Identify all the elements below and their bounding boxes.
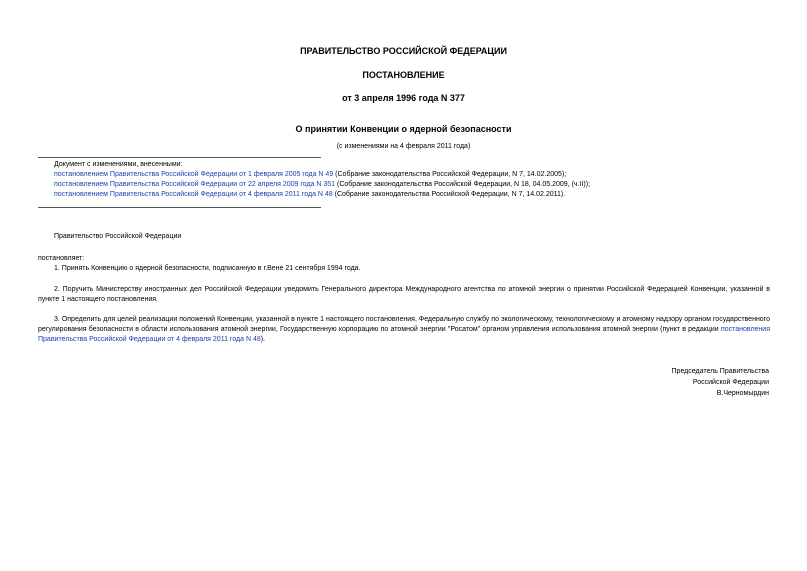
amendment-link[interactable]: постановлением Правительства Российской Федерации от 4 февраля 2011 года N 48: [54, 191, 333, 198]
paragraph-3-tail: ).: [260, 336, 266, 343]
amendment-item: [54, 190, 590, 200]
signature-name: В.Черномырдин: [716, 390, 769, 397]
amendment-source: (Собрание законодательства Российской Федерации, N 7, 14.02.2005);: [333, 171, 567, 178]
paragraph-3-text: 3. Определить для целей реализации положений Конвенции, указанной в пункте 1 настоящего постановления, Федеральную службу по экологическому, технологическому и атомному надзору органом государственного регулирования безопасности в области использования атомной энергии, Государственную корпорацию по атомной энергии "Росатом" органом управления использования атомной энергии (пункт в редакции: [38, 316, 770, 333]
document-date-number: от 3 апреля 1996 года N 377: [342, 93, 465, 103]
paragraph-1: 1. Принять Конвенцию о ядерной безопасности, подписанную в г.Вене 21 сентября 1994 года.: [54, 265, 361, 272]
issuer: Правительство Российской Федерации: [54, 233, 182, 240]
signature-position: Председатель Правительства: [671, 368, 769, 375]
amendment-item: [54, 180, 590, 190]
amendment-item: [54, 170, 590, 180]
paragraph-2: 2. Поручить Министерству иностранных дел Российской Федерации уведомить Генерального директора Международного агентства по атомной энергии о принятии Российской Федерацией Конвенции, указанной в пункте 1 настоящего постановления.: [38, 286, 770, 303]
amendments-intro: Документ с изменениями, внесенными:: [54, 161, 183, 168]
amendment-link[interactable]: постановлением Правительства Российской Федерации от 22 апреля 2009 года N 351: [54, 181, 336, 188]
paragraph-3: [38, 315, 770, 345]
signature-block: [569, 366, 769, 399]
amendment-source: (Собрание законодательства Российской Федерации, N 18, 04.05.2009, (ч.II));: [335, 181, 591, 188]
amendments-block: [54, 160, 590, 200]
bottom-divider: [38, 207, 321, 208]
edition-note: (с изменениями на 4 февраля 2011 года): [336, 143, 471, 150]
signature-country: Российской Федерации: [692, 379, 769, 386]
amendment-source: (Собрание законодательства Российской Федерации, N 7, 14.02.2011).: [332, 191, 566, 198]
amendment-link[interactable]: постановлением Правительства Российской Федерации от 1 февраля 2005 года N 49: [54, 171, 334, 178]
government-name: ПРАВИТЕЛЬСТВО РОССИЙСКОЙ ФЕДЕРАЦИИ: [300, 46, 507, 56]
paragraph-3-link[interactable]: постановления Правительства Российской Федерации от 4 февраля 2011 года N 48: [38, 326, 770, 343]
top-divider: [38, 157, 321, 158]
document-title: О принятии Конвенции о ядерной безопасности: [295, 124, 512, 134]
document-type: ПОСТАНОВЛЕНИЕ: [362, 70, 445, 80]
decrees-word: постановляет:: [38, 255, 85, 262]
